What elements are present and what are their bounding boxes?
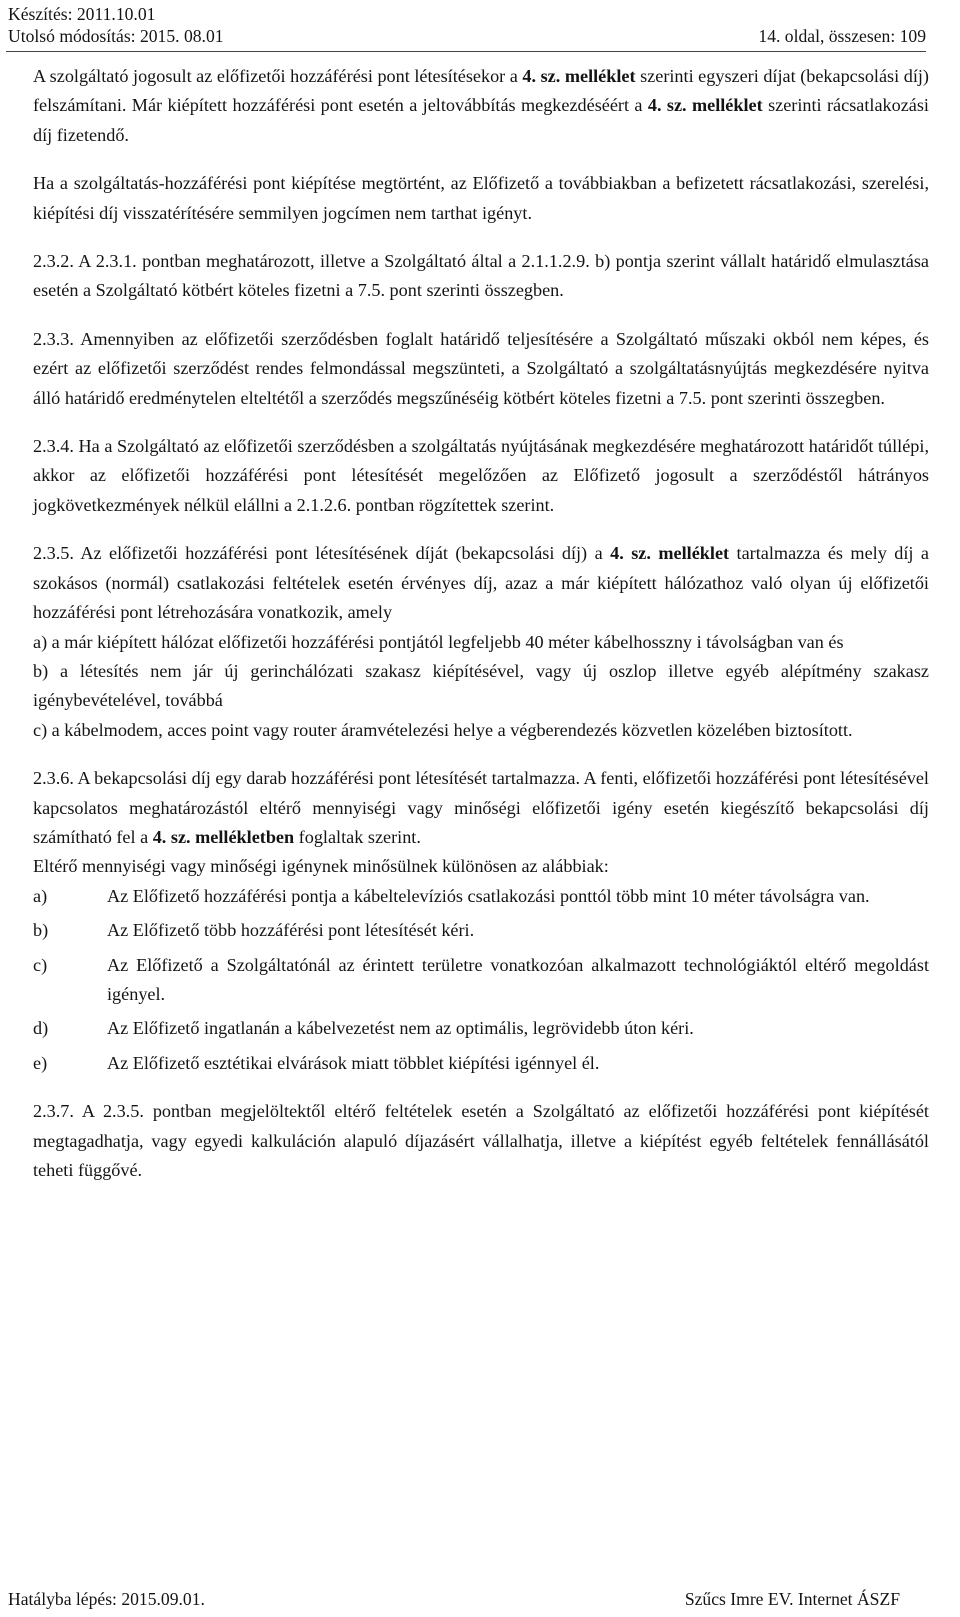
document-body (33, 62, 929, 1185)
paragraph-2-3-7: 2.3.7. A 2.3.5. pontban megjelöltektől eltérő feltételek esetén a Szolgáltató az előfizetői hozzáférési pont kiépítését megtagadhatja, vagy egyedi kalkuláción alapuló díjazásért vállalhatja, illetve a kiépítést egyéb feltételek fennállásától teheti függővé. (33, 1101, 929, 1180)
requirements-list (33, 882, 929, 1078)
condition-c: c) a kábelmodem, acces point vagy router áramvételezési helye a végberendezés közvetlen közelében biztosított. (33, 719, 853, 740)
paragraph-2-3-2: 2.3.2. A 2.3.1. pontban meghatározott, illetve a Szolgáltató által a 2.1.1.2.9. b) pontja szerint vállalt határidő elmulasztása esetén a Szolgáltató kötbért köteles fizetni a 7.5. pont szerinti összegben. (33, 251, 929, 301)
list-item: b) Az Előfizető több hozzáférési pont létesítését kéri. (33, 920, 475, 941)
paragraph-2-3-6: 2.3.6. A bekapcsolási díj egy darab hozzáférési pont létesítését tartalmazza. A fenti, előfizetői hozzáférési pont létesítésével kapcsolatos meghatározástól eltérő mennyiségi vagy minőségi előfizetői igény esetén kiegészítő bekapcsolási díj számítható fel a 4. sz. mellékletben foglaltak szerint. (33, 768, 929, 847)
list-item: c) Az Előfizető a Szolgáltatónál az érintett területre vonatkozóan alkalmazott technológiáktól eltérő megoldást igényel. (33, 954, 929, 1004)
paragraph-2-3-5: 2.3.5. Az előfizetői hozzáférési pont létesítésének díját (bekapcsolási díj) a 4. sz. melléklet tartalmazza és mely díj a szokásos (normál) csatlakozási feltételek esetén érvényes díj, azaz a már kiépített hálózathoz való olyan új előfizetői hozzáférési pont létrehozására vonatkozik, amely (33, 543, 929, 623)
modified-date: Utolsó módosítás: 2015. 08.01 (8, 26, 224, 46)
paragraph-2-3-3: 2.3.3. Amennyiben az előfizetői szerződésben foglalt határidő teljesítésére a Szolgáltató műszaki okból nem képes, és ezért az előfizetői szerződést rendes felmondással megszünteti, a Szolgáltató a szolgáltatásnyújtás megkezdésére nyitva álló határidő eredménytelen elteltétől a szerződés megszűnéséig kötbért köteles fizetni a 7.5. pont szerinti összegben. (33, 328, 929, 408)
page-info: 14. oldal, összesen: 109 (758, 26, 926, 46)
condition-b: b) a létesítés nem jár új gerinchálózati szakasz kiépítésével, vagy új oszlop illetve egyéb alépítmény szakasz igénybevételével, továbbá (33, 660, 929, 711)
annex-reference: 4. sz. melléklet (610, 543, 730, 564)
list-item: d) Az Előfizető ingatlanán a kábelvezetést nem az optimális, legrövidebb úton kéri. (33, 1018, 694, 1039)
paragraph-no-refund: Ha a szolgáltatás-hozzáférési pont kiépítése megtörtént, az Előfizető a továbbiakban a befizetett rácsatlakozási, szerelési, kiépítési díj visszatérítésére semmilyen jogcímen nem tarthat igényt. (33, 173, 929, 223)
annex-reference: 4. sz. melléklet (647, 95, 763, 116)
header-divider (6, 51, 926, 52)
paragraph-connection-fee: A szolgáltató jogosult az előfizetői hozzáférési pont létesítésekor a 4. sz. melléklet szerinti egyszeri díjat (bekapcsolási díj) felszámítani. Már kiépített hozzáférési pont esetén a jeltovábbítás megkezdéséért a 4. sz. melléklet szerinti rácsatlakozási díj fizetendő. (33, 66, 929, 145)
footer-author: Szűcs Imre EV. Internet ÁSZF (684, 1589, 900, 1609)
created-date: Készítés: 2011.10.01 (8, 4, 156, 24)
condition-a: a) a már kiépített hálózat előfizetői hozzáférési pontjától legfeljebb 40 méter kábelhosszny i távolságban van és (33, 631, 844, 652)
paragraph-2-3-4: 2.3.4. Ha a Szolgáltató az előfizetői szerződésben a szolgáltatás nyújtásának megkezdésére meghatározott határidőt túllépi, akkor az előfizetői hozzáférési pont létesítését megelőzően az Előfizető jogosult a szerződéstől hátrányos jogkövetkezmények nélkül elállni a 2.1.2.6. pontban rögzítettek szerint. (33, 436, 929, 515)
annex-reference: 4. sz. mellékletben (152, 826, 295, 847)
page-footer (8, 1588, 926, 1610)
effective-date: Hatályba lépés: 2015.09.01. (8, 1589, 205, 1609)
annex-reference: 4. sz. melléklet (522, 66, 636, 86)
list-intro: Eltérő mennyiségi vagy minőségi igénynek minősülnek különösen az alábbiak: (33, 856, 609, 877)
list-item: a) Az Előfizető hozzáférési pontja a kábeltelevíziós csatlakozási ponttól több mint 10 méter távolságra van. (33, 885, 870, 906)
page-header (8, 3, 926, 47)
list-item: e) Az Előfizető esztétikai elvárások miatt többlet kiépítési igénnyel él. (33, 1052, 600, 1073)
